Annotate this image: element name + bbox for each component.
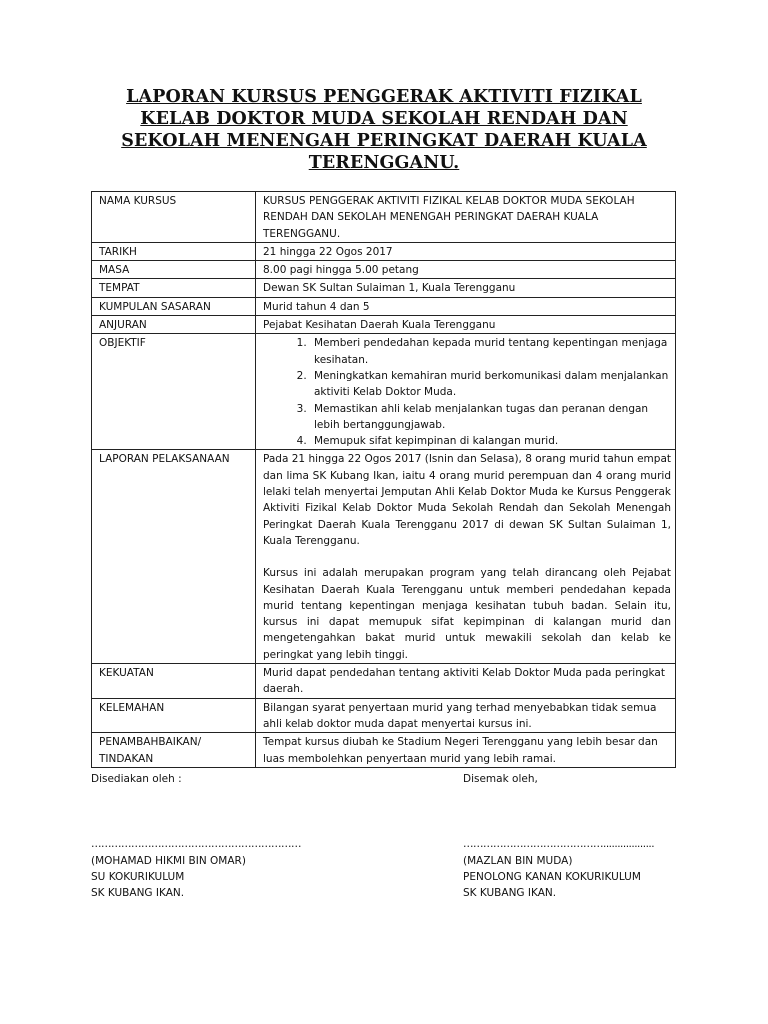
objective-item: 2. Meningkatkan kemahiran murid berkomunikasi dalam menjalankan aktiviti Kelab Doktor Muda.	[310, 368, 671, 401]
row-kumpulan-sasaran	[92, 297, 676, 315]
objective-item: 3. Memastikan ahli kelab menjalankan tugas dan peranan dengan lebih bertanggungjawab.	[310, 401, 671, 434]
value-tempat: Dewan SK Sultan Sulaiman 1, Kuala Terengganu	[256, 279, 676, 297]
label-kumpulan-sasaran: KUMPULAN SASARAN	[92, 297, 256, 315]
value-kumpulan-sasaran: Murid tahun 4 dan 5	[256, 297, 676, 315]
prepared-by-signature-line: ………………………………………………………	[91, 838, 301, 851]
checked-by-position: PENOLONG KANAN KOKURIKULUM	[463, 870, 641, 883]
prepared-by-heading: Disediakan oleh :	[91, 773, 182, 785]
row-penambahbaikan	[92, 733, 676, 768]
row-kelemahan	[92, 698, 676, 733]
value-kelemahan: Bilangan syarat penyertaan murid yang terhad menyebabkan tidak semua ahli kelab doktor muda dapat menyertai kursus ini.	[256, 698, 676, 733]
row-tempat	[92, 279, 676, 297]
value-objektif	[256, 334, 676, 450]
value-tarikh: 21 hingga 22 Ogos 2017	[256, 242, 676, 260]
label-laporan-pelaksanaan: LAPORAN PELAKSANAAN	[92, 450, 256, 664]
label-kelemahan: KELEMAHAN	[92, 698, 256, 733]
report-title: LAPORAN KURSUS PENGGERAK AKTIVITI FIZIKAL KELAB DOKTOR MUDA SEKOLAH RENDAH DAN SEKOLAH MENENGAH PERINGKAT DAERAH KUALA TERENGGANU.	[121, 87, 647, 173]
label-tarikh: TARIKH	[92, 242, 256, 260]
row-laporan-pelaksanaan	[92, 450, 676, 664]
label-nama-kursus: NAMA KURSUS	[92, 192, 256, 243]
value-nama-kursus: KURSUS PENGGERAK AKTIVITI FIZIKAL KELAB DOKTOR MUDA SEKOLAH RENDAH DAN SEKOLAH MENENGAH PERINGKAT DAERAH KUALA TERENGGANU.	[256, 192, 676, 243]
prepared-by-school: SK KUBANG IKAN.	[91, 887, 185, 900]
label-tempat: TEMPAT	[92, 279, 256, 297]
objective-list	[263, 335, 671, 449]
value-masa: 8.00 pagi hingga 5.00 petang	[256, 261, 676, 279]
report-paragraph-2: Kursus ini adalah merupakan program yang telah dirancang oleh Pejabat Kesihatan Daerah Kuala Terengganu untuk memberi pendedahan kepada murid tentang kepentingan menjaga kesihatan tubuh badan. Selain itu, kursus ini dapat memupuk sifat kepimpinan di kalangan murid dan mengetengahkan bakat murid untuk mewakili sekolah dan kelab ke peringkat yang lebih tinggi.	[263, 567, 671, 661]
row-tarikh	[92, 242, 676, 260]
value-penambahbaikan: Tempat kursus diubah ke Stadium Negeri Terengganu yang lebih besar dan luas membolehkan penyertaan murid yang lebih ramai.	[256, 733, 676, 768]
label-anjuran: ANJURAN	[92, 316, 256, 334]
prepared-by-name: (MOHAMAD HIKMI BIN OMAR)	[91, 854, 246, 867]
label-objektif: OBJEKTIF	[92, 334, 256, 450]
objective-item: 1. Memberi pendedahan kepada murid tentang kepentingan menjaga kesihatan.	[310, 335, 671, 368]
label-penambahbaikan: PENAMBAHBAIKAN/ TINDAKAN	[92, 733, 256, 768]
row-kekuatan	[92, 664, 676, 699]
row-anjuran	[92, 316, 676, 334]
checked-by-heading: Disemak oleh,	[463, 773, 538, 785]
value-anjuran: Pejabat Kesihatan Daerah Kuala Terengganu	[256, 316, 676, 334]
report-paragraph-1: Pada 21 hingga 22 Ogos 2017 (Isnin dan Selasa), 8 orang murid tahun empat dan lima SK Kubang Ikan, iaitu 4 orang murid perempuan dan 4 orang murid lelaki telah menyertai Jemputan Ahli Kelab Doktor Muda ke Kursus Penggerak Aktiviti Fizikal Kelab Doktor Muda Sekolah Rendah dan Sekolah Menengah Peringkat Daerah Kuala Terengganu 2017 di dewan SK Sultan Sulaiman 1, Kuala Terengganu.	[263, 453, 671, 547]
value-kekuatan: Murid dapat pendedahan tentang aktiviti Kelab Doktor Muda pada peringkat daerah.	[256, 664, 676, 699]
prepared-by-block	[91, 771, 301, 901]
checked-by-signature-line: ……………………………………..................	[463, 838, 655, 851]
checked-by-block	[463, 771, 654, 901]
label-kekuatan: KEKUATAN	[92, 664, 256, 699]
checked-by-school: SK KUBANG IKAN.	[463, 887, 557, 900]
value-laporan-pelaksanaan	[256, 450, 676, 664]
row-nama-kursus	[92, 192, 676, 243]
row-masa	[92, 261, 676, 279]
objective-item: 4. Memupuk sifat kepimpinan di kalangan murid.	[310, 433, 671, 449]
report-table	[91, 191, 676, 768]
prepared-by-position: SU KOKURIKULUM	[91, 870, 185, 883]
checked-by-name: (MAZLAN BIN MUDA)	[463, 854, 573, 867]
row-objektif	[92, 334, 676, 450]
label-masa: MASA	[92, 261, 256, 279]
